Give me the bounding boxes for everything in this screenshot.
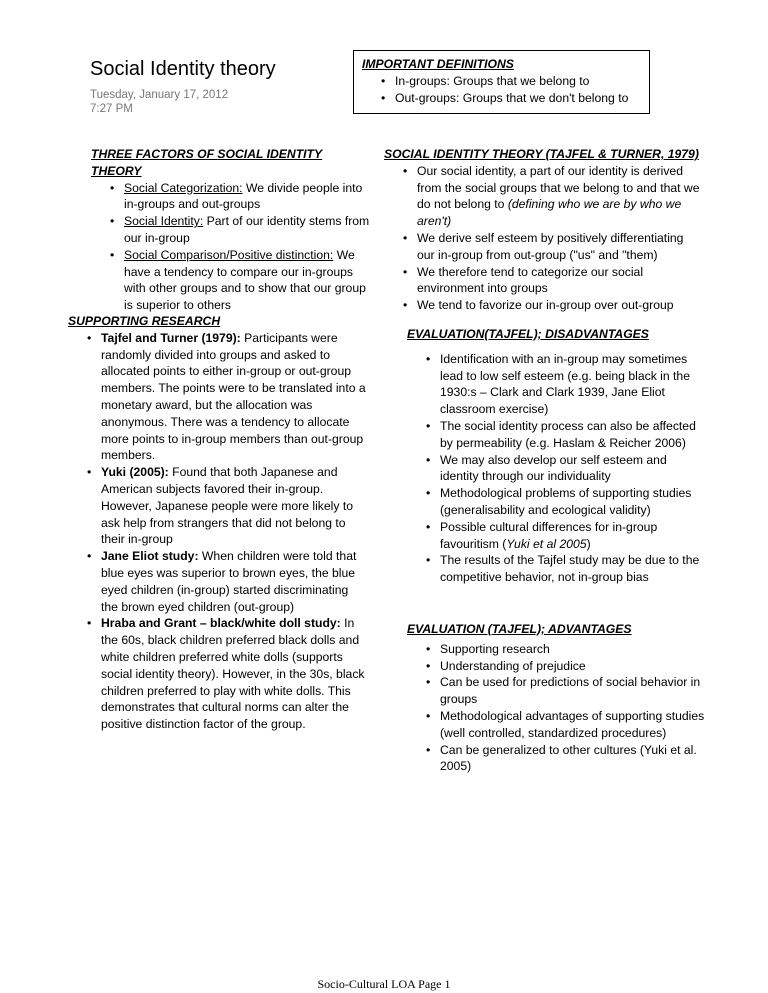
- page-time: 7:27 PM: [90, 103, 133, 115]
- item-italic-text: Yuki et al 2005: [506, 536, 587, 551]
- list-item: • Understanding of prejudice: [424, 658, 707, 675]
- factor-term: Social Categorization:: [124, 180, 243, 195]
- social-identity-theory-list: [401, 163, 704, 314]
- list-item: [401, 163, 704, 230]
- list-item: [424, 519, 707, 553]
- supporting-research-heading: SUPPORTING RESEARCH: [68, 314, 221, 328]
- definition-out-groups: • Out-groups: Groups that we don't belong to: [379, 90, 641, 107]
- list-item: [85, 464, 368, 548]
- list-item: [108, 180, 371, 214]
- social-identity-theory-heading: SOCIAL IDENTITY THEORY (TAJFEL & TURNER, 1979): [384, 147, 699, 161]
- study-text: In the 60s, black children preferred black dolls and white children preferred white dolls (supports social identity theory). However, in the 30s, black children preferred to play with white dolls. This demonstrates that cultural norms can alter the positive distinction factor of the group.: [101, 616, 365, 732]
- study-name: Yuki (2005):: [101, 465, 169, 480]
- list-item: • Identification with an in-group may sometimes lead to low self esteem (e.g. being black in the 1930:s – Clark and Clark 1939, Jane Eliot classroom exercise): [424, 351, 707, 418]
- supporting-research-list: [85, 330, 368, 733]
- evaluation-disadvantages-list: [424, 351, 707, 586]
- evaluation-advantages-heading: EVALUATION (TAJFEL); ADVANTAGES: [407, 622, 632, 636]
- item-text: Possible cultural differences for in-group favouritism (: [440, 519, 658, 551]
- page-title: Social Identity theory: [90, 58, 276, 80]
- list-item: • Can be generalized to other cultures (Yuki et al. 2005): [424, 742, 707, 776]
- evaluation-advantages-section: [407, 621, 707, 775]
- list-item: [108, 247, 371, 314]
- list-item: • Can be used for predictions of social behavior in groups: [424, 674, 707, 708]
- list-item: • Methodological problems of supporting studies (generalisability and ecological validity): [424, 485, 707, 519]
- study-text: When children were told that blue eyes was superior to brown eyes, the blue eyed children (in-group) started discriminating the brown eyed children (out-group): [101, 549, 357, 614]
- three-factors-section: [91, 146, 371, 314]
- list-item: [85, 330, 368, 464]
- three-factors-heading: THREE FACTORS OF SOCIAL IDENTITY THEORY: [91, 147, 323, 178]
- study-text: Found that both Japanese and American subjects favored their in-group. However, Japanese people were more likely to ask help from strangers that did not belong to their in-group: [101, 465, 354, 547]
- page-date: Tuesday, January 17, 2012: [90, 89, 229, 101]
- list-item: • We therefore tend to categorize our social environment into groups: [401, 264, 704, 298]
- list-item: • We tend to favorize our in-group over out-group: [401, 297, 704, 314]
- definitions-heading: IMPORTANT DEFINITIONS: [362, 57, 514, 71]
- item-text: Our social identity, a part of our identity is derived from the social groups that we belong to and that we do not belong to: [417, 163, 700, 212]
- factor-text: We divide people into in-groups and out-groups: [124, 180, 363, 212]
- list-item: [85, 615, 368, 733]
- study-name: Hraba and Grant – black/white doll study:: [101, 616, 341, 631]
- list-item: • The results of the Tajfel study may be due to the competitive behavior, not in-group bias: [424, 552, 707, 586]
- list-item: • We derive self esteem by positively differentiating our in-group from out-group ("us" and "them): [401, 230, 704, 264]
- list-item: • Methodological advantages of supporting studies (well controlled, standardized procedures): [424, 708, 707, 742]
- page-footer: Socio-Cultural LOA Page 1: [317, 977, 451, 991]
- item-text-after: ): [586, 536, 591, 551]
- social-identity-theory-section: [384, 146, 704, 314]
- evaluation-advantages-list: [424, 641, 707, 775]
- definition-in-groups: • In-groups: Groups that we belong to: [379, 73, 641, 90]
- definitions-box: [353, 50, 650, 114]
- supporting-research-section: [68, 313, 368, 733]
- study-name: Jane Eliot study:: [101, 549, 199, 564]
- definitions-list: [379, 73, 641, 107]
- factor-term: Social Identity:: [124, 214, 204, 229]
- list-item: [108, 213, 371, 247]
- evaluation-disadvantages-section: [407, 326, 707, 586]
- evaluation-disadvantages-heading: EVALUATION(TAJFEL); DISADVANTAGES: [407, 327, 649, 341]
- list-item: • We may also develop our self esteem and identity through our individuality: [424, 452, 707, 486]
- factor-text: We have a tendency to compare our in-groups with other groups and to show that our group is superior to others: [124, 247, 366, 313]
- item-italic-text: (defining who we are by who we aren't): [417, 197, 682, 229]
- factor-text: Part of our identity stems from our in-group: [124, 214, 370, 245]
- three-factors-list: [108, 180, 371, 314]
- study-name: Tajfel and Turner (1979):: [101, 330, 241, 345]
- factor-term: Social Comparison/Positive distinction:: [124, 247, 334, 262]
- list-item: [85, 548, 368, 615]
- list-item: • Supporting research: [424, 641, 707, 658]
- list-item: • The social identity process can also be affected by permeability (e.g. Haslam & Reicher 2006): [424, 418, 707, 452]
- study-text: Participants were randomly divided into groups and asked to allocated points to either in-group or out-group members. The points were to be translated into a monetary award, but the allocation was anonymous. There was a tendency to allocate more points to in-group members than out-group members.: [101, 330, 366, 463]
